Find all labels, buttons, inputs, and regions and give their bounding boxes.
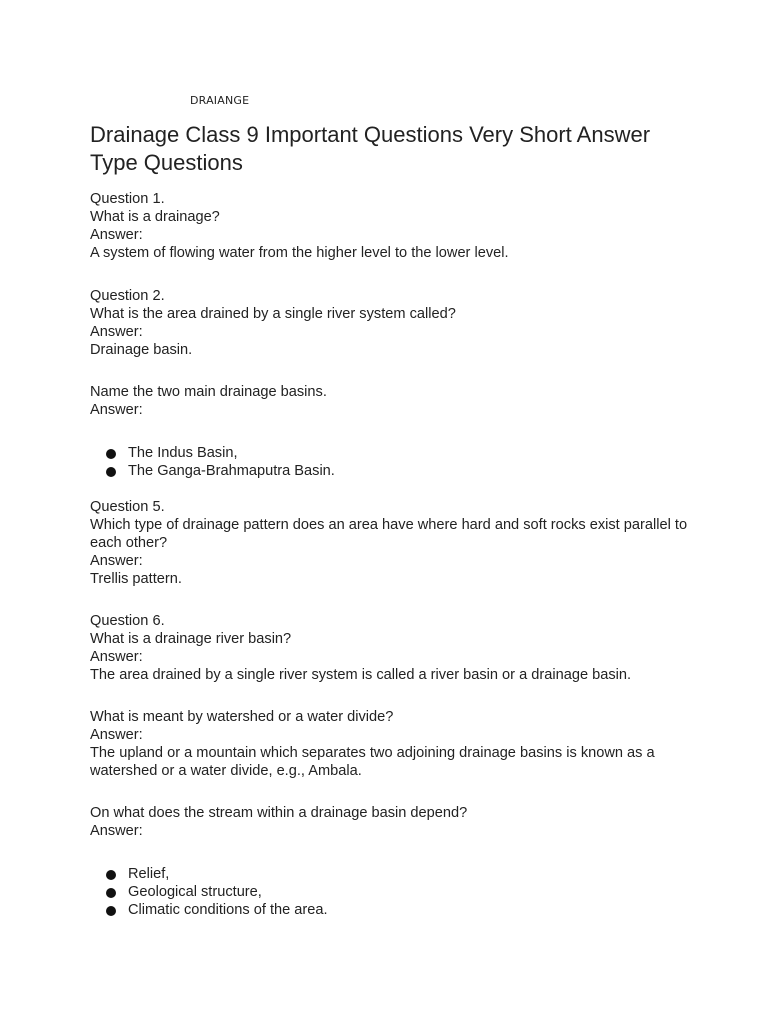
question-text: Which type of drainage pattern does an area have where hard and soft rocks exist parallel to each other?: [90, 517, 688, 551]
answer-label: Answer:: [90, 324, 143, 340]
answer-text: The area drained by a single river system is called a river basin or a drainage basin.: [90, 667, 632, 683]
answer-text: Drainage basin.: [90, 342, 193, 358]
bullet-icon: [106, 467, 116, 477]
question-number: Question 6.: [90, 613, 165, 629]
answer-label: Answer:: [90, 823, 143, 839]
question-text: What is meant by watershed or a water divide?: [90, 709, 394, 725]
answer-label: Answer:: [90, 649, 143, 665]
question-number: Question 2.: [90, 288, 165, 304]
bullet-icon: [106, 906, 116, 916]
bullet-icon: [106, 888, 116, 898]
answer-text: A system of flowing water from the higher level to the lower level.: [90, 245, 509, 261]
question-text: What is a drainage?: [90, 209, 220, 225]
answer-label: Answer:: [90, 553, 143, 569]
question-text: What is the area drained by a single river system called?: [90, 306, 456, 322]
page-title: Drainage Class 9 Important Questions Very Short Answer Type Questions: [90, 122, 651, 175]
list-item: Relief,: [90, 865, 690, 883]
question-number: Question 5.: [90, 499, 165, 515]
question-number: Question 1.: [90, 191, 165, 207]
qa-block-1: [90, 190, 690, 262]
qa-block-2: [90, 287, 690, 359]
answer-label: Answer:: [90, 402, 143, 418]
bullet-icon: [106, 870, 116, 880]
question-text: Name the two main drainage basins.: [90, 384, 327, 400]
document-header-label: DRAIANGE: [190, 94, 250, 107]
answer-text: The upland or a mountain which separates two adjoining drainage basins is known as a watershed or a water divide, e.g., Ambala.: [90, 745, 655, 779]
document-body: [90, 190, 690, 919]
answer-bullet-list: [90, 444, 690, 480]
question-text: What is a drainage river basin?: [90, 631, 292, 647]
answer-label: Answer:: [90, 727, 143, 743]
qa-block-5: [90, 498, 690, 588]
answer-text: Trellis pattern.: [90, 571, 182, 587]
qa-block-stream: [90, 804, 690, 840]
qa-block-3: [90, 383, 690, 419]
list-item: The Indus Basin,: [90, 444, 690, 462]
question-text: On what does the stream within a drainage basin depend?: [90, 805, 468, 821]
list-item: Geological structure,: [90, 883, 690, 901]
answer-bullet-list: [90, 865, 690, 919]
qa-block-6: [90, 612, 690, 684]
qa-block-watershed: [90, 708, 690, 780]
bullet-icon: [106, 449, 116, 459]
list-item: The Ganga-Brahmaputra Basin.: [90, 462, 690, 480]
list-item: Climatic conditions of the area.: [90, 901, 690, 919]
answer-label: Answer:: [90, 227, 143, 243]
